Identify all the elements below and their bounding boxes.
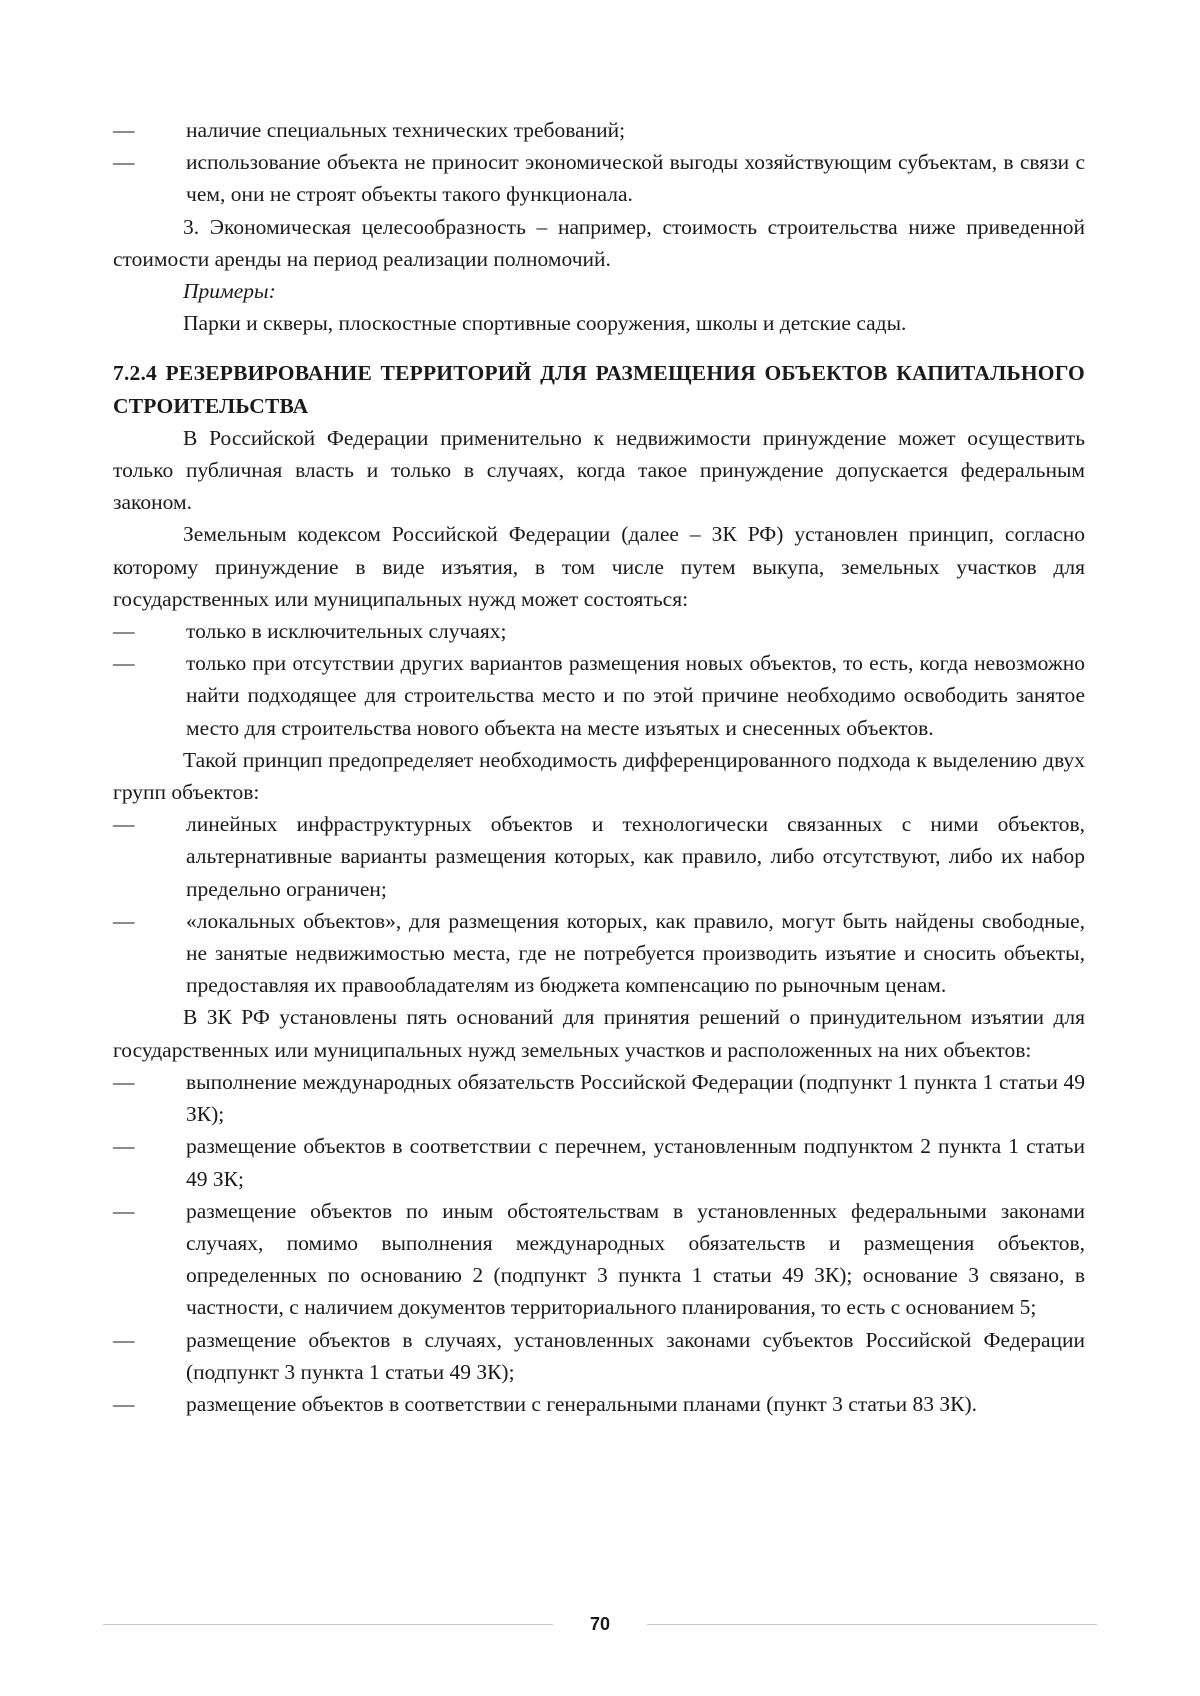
- list-item: [113, 615, 1085, 647]
- paragraph-five-grounds: В ЗК РФ установлены пять оснований для принятия решений о принудительном изъятии для государственных или муниципальных нужд земельных участков и расположенных на них объектов:: [113, 1005, 1085, 1062]
- list-dash: —: [113, 1327, 135, 1352]
- list-item: [113, 1066, 1085, 1130]
- paragraph-land-code: Земельным кодексом Российской Федерации (далее – ЗК РФ) установлен принцип, согласно которому принуждение в виде изъятия, в том числе путем выкупа, земельных участков для государственных или муниципальных нужд может состояться:: [113, 522, 1085, 611]
- list-dash: —: [113, 908, 135, 933]
- list-item: [113, 1324, 1085, 1388]
- list-item-text: использование объекта не приносит экономической выгоды хозяйствующим субъектам, в связи с чем, они не строят объекты такого функционала.: [186, 150, 1085, 207]
- page-number: 70: [589, 1614, 611, 1634]
- list-item: [113, 808, 1085, 905]
- section-heading: 7.2.4 РЕЗЕРВИРОВАНИЕ ТЕРРИТОРИЙ ДЛЯ РАЗМЕЩЕНИЯ ОБЪЕКТОВ КАПИТАЛЬНОГО СТРОИТЕЛЬСТВА: [113, 361, 1085, 418]
- list-dash: —: [113, 1134, 135, 1159]
- list-item-text: размещение объектов в соответствии с перечнем, установленным подпунктом 2 пункта 1 статьи 49 ЗК;: [186, 1134, 1085, 1191]
- list-item: [113, 647, 1085, 744]
- list-item: [113, 146, 1085, 210]
- list-dash: —: [113, 619, 135, 644]
- document-page: [113, 114, 1085, 1420]
- list-item-text: размещение объектов в соответствии с генеральными планами (пункт 3 статьи 83 ЗК).: [186, 1391, 977, 1416]
- list-item: [113, 1388, 1085, 1420]
- list-item-text: размещение объектов в случаях, установленных законами субъектов Российской Федерации (подпункт 3 пункта 1 статьи 49 ЗК);: [186, 1327, 1085, 1384]
- list-dash: —: [113, 812, 135, 837]
- page-footer: [103, 1610, 1097, 1640]
- list-item-text: наличие специальных технических требований;: [186, 118, 626, 142]
- list-item-text: линейных инфраструктурных объектов и технологически связанных с ними объектов, альтернативные варианты размещения которых, как правило, либо отсутствуют, либо их набор предельно ограничен;: [186, 812, 1085, 901]
- list-item: [113, 905, 1085, 1002]
- list-dash: —: [113, 651, 135, 676]
- examples-label: Примеры:: [183, 279, 276, 304]
- paragraph-russian-federation: В Российской Федерации применительно к недвижимости принуждение может осуществить только публичная власть и только в случаях, когда такое принуждение допускается федеральным законом.: [113, 425, 1085, 515]
- list-item-text: только при отсутствии других вариантов размещения новых объектов, то есть, когда невозможно найти подходящее для строительства место и по этой причине необходимо освободить занятое место для строительства нового объекта на месте изъятых и снесенных объектов.: [186, 651, 1085, 740]
- list-item-text: размещение объектов по иным обстоятельствам в установленных федеральными законами случаях, помимо выполнения международных обязательств и размещения объектов, определенных по основанию 2 (подпункт 3 пункта 1 статьи 49 ЗК); основание 3 связано, в частности, с наличием документов территориального планирования, то есть с основанием 5;: [186, 1198, 1085, 1320]
- examples-text: Парки и скверы, плоскостные спортивные сооружения, школы и детские сады.: [183, 311, 907, 336]
- list-item: [113, 1195, 1085, 1324]
- footer-rule-right: [647, 1624, 1097, 1625]
- list-dash: —: [113, 1198, 135, 1223]
- list-dash: —: [113, 150, 135, 175]
- list-dash: —: [113, 118, 135, 142]
- list-item: [113, 114, 1085, 146]
- list-dash: —: [113, 1069, 135, 1094]
- list-item-text: только в исключительных случаях;: [186, 619, 507, 644]
- list-item: [113, 1130, 1085, 1194]
- list-item-text: выполнение международных обязательств Российской Федерации (подпункт 1 пункта 1 статьи 49 ЗК);: [186, 1069, 1085, 1127]
- paragraph-principle: Такой принцип предопределяет необходимость дифференцированного подхода к выделению двух групп объектов:: [113, 747, 1085, 805]
- list-item-text: «локальных объектов», для размещения которых, как правило, могут быть найдены свободные, не занятые недвижимостью места, где не потребуется производить изъятие и сносить объекты, предоставляя их правообладателям из бюджета компенсацию по рыночным ценам.: [186, 908, 1085, 998]
- list-dash: —: [113, 1391, 135, 1416]
- paragraph-economic-feasibility: 3. Экономическая целесообразность – например, стоимость строительства ниже приведенной стоимости аренды на период реализации полномочий.: [113, 214, 1085, 271]
